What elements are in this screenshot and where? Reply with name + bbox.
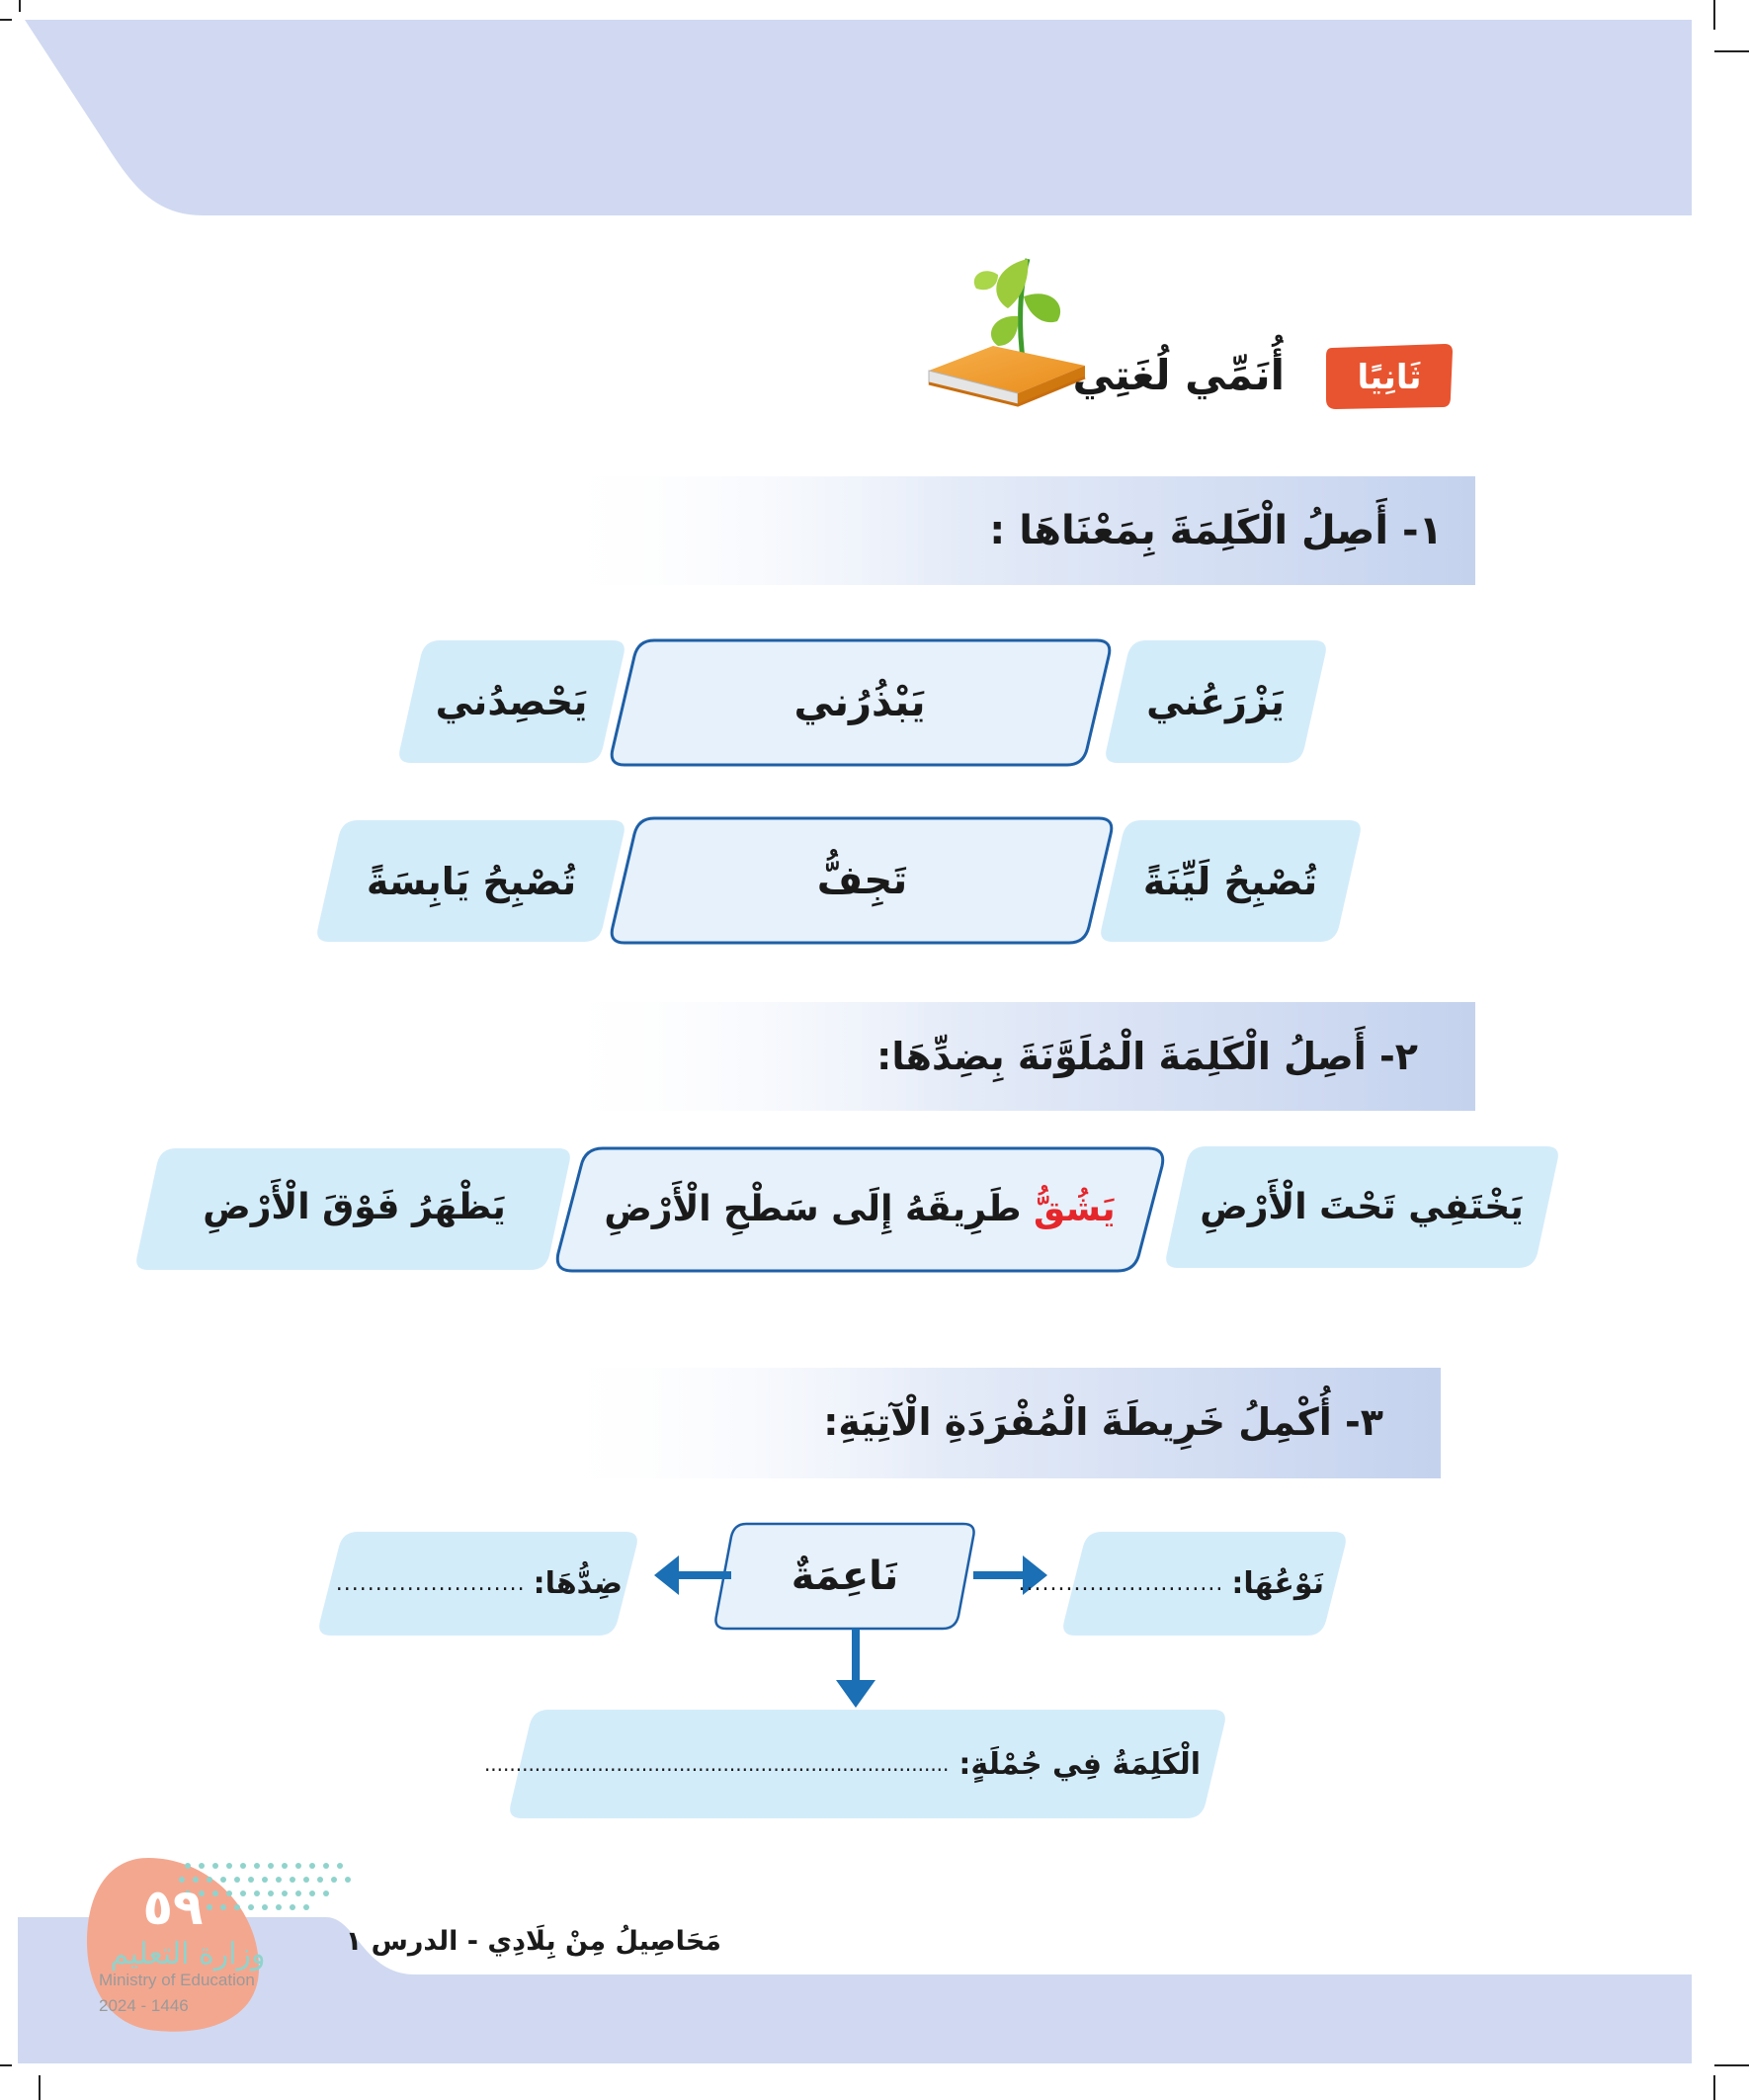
q3-word: نَاعِمَةٌ (791, 1554, 899, 1599)
q3-type-dots[interactable]: .......................... (1018, 1570, 1224, 1596)
q3-type-label: نَوْعُهَا: (1231, 1565, 1324, 1601)
lesson-title: مَحَاصِيلُ مِنْ بِلَادِي - الدرس ١ (345, 1926, 721, 1957)
q1-row2-right-word[interactable]: تُصْبِحُ لَيِّنَةً (1142, 860, 1318, 903)
arrow-down-icon (836, 1629, 875, 1708)
q3-opposite-dots[interactable]: ........................ (335, 1570, 526, 1596)
q1-row2-left-word[interactable]: تُصْبِحُ يَابِسَةً (366, 860, 577, 903)
header-band (25, 20, 1692, 215)
q2-title: ٢- أَصِلُ الْكَلِمَةَ الْمُلَوَّنَةَ بِضِدِّهَا: (876, 1035, 1418, 1078)
book-sprout-icon (929, 259, 1085, 405)
q1-row1-left-word[interactable]: يَحْصِدُني (435, 680, 588, 723)
q3-sentence-dots[interactable]: .......................................................................... (483, 1752, 950, 1776)
section-title: أُنَمِّي لُغَتِي (1072, 351, 1285, 399)
q2-center-phrase[interactable] (558, 1150, 1161, 1269)
q1-row2-center-word[interactable]: تَجِفُّ (816, 858, 908, 903)
q3-sentence-field[interactable] (483, 1724, 1201, 1804)
q2-highlighted-word: يَشُقُّ (1034, 1189, 1116, 1229)
q3-type-field[interactable] (1018, 1544, 1324, 1623)
q2-right-phrase[interactable]: يَخْتَفِي تَحْتَ الْأَرْضِ (1200, 1187, 1524, 1227)
q2-center-rest: طَرِيقَهُ إِلَى سَطْحِ الْأَرْضِ (604, 1189, 1022, 1229)
footer-year: 2024 - 1446 (99, 1996, 189, 2015)
q1-row1-right-word[interactable]: يَزْرَعُني (1146, 680, 1285, 723)
q2-left-phrase[interactable]: يَظْهَرُ فَوْقَ الْأَرْضِ (203, 1187, 506, 1227)
q3-opposite-label: ضِدُّهَا: (533, 1565, 623, 1601)
ministry-name-en: Ministry of Education (99, 1971, 255, 1989)
q1-title: ١- أَصِلُ الْكَلِمَةَ بِمَعْنَاهَا : (989, 508, 1443, 553)
q3-sentence-label: الْكَلِمَةُ فِي جُمْلَةٍ: (958, 1746, 1201, 1782)
q1-row1-center-word[interactable]: يَبْذُرُني (793, 680, 926, 725)
page-number: ٥٩ (142, 1879, 204, 1936)
section-badge: ثَانِيًا (1357, 358, 1422, 397)
q3-title: ٣- أُكْمِلُ خَرِيطَةَ الْمُفْرَدَةِ الْآتِيَةِ: (823, 1400, 1383, 1444)
ministry-name-ar: وزارة التعليم (110, 1937, 266, 1972)
q3-opposite-field[interactable] (336, 1544, 623, 1623)
